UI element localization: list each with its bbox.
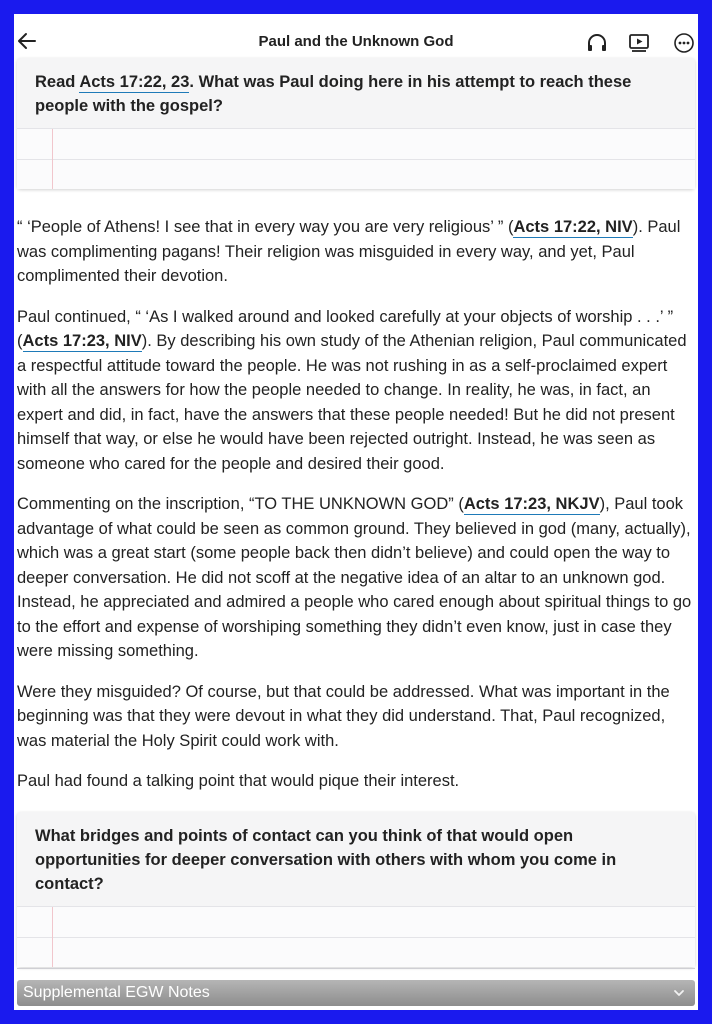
question-1-text xyxy=(17,58,695,128)
paragraph-3-text-b: ), Paul took advantage of what could be seen as common ground. They believed in god (many, actually), which was a great start (some people back then didn’t believe) and could open the way to deeper conversation. He did not scoff at the negative idea of an altar to an unknown god. Instead, he appreciated and admired a people who cared enough about spiritual things to go to the effort and expense of worshiping something they didn’t even know, just in case they were missing something. xyxy=(17,495,692,660)
lesson-body xyxy=(17,215,697,810)
question-1-body: . What was Paul doing here in his attempt to reach these people with the gospel? xyxy=(35,73,632,115)
paragraph-2 xyxy=(17,305,697,477)
scripture-link-acts-17-22-23[interactable]: Acts 17:22, 23 xyxy=(79,73,190,91)
app-frame xyxy=(14,14,698,1010)
ruled-line xyxy=(17,159,695,160)
ruled-line xyxy=(17,937,695,938)
answer-field-1[interactable] xyxy=(17,128,695,189)
paragraph-1 xyxy=(17,215,697,289)
paragraph-3-text-a: Commenting on the inscription, “TO THE UNKNOWN GOD” ( xyxy=(17,495,464,513)
margin-line xyxy=(52,907,53,967)
more-options-icon[interactable] xyxy=(673,32,695,54)
answer-field-2[interactable] xyxy=(17,906,695,967)
section-divider xyxy=(17,968,695,969)
page-title: Paul and the Unknown God xyxy=(258,33,454,50)
chevron-down-icon xyxy=(673,987,685,999)
supplemental-egw-notes-toggle[interactable] xyxy=(17,980,695,1006)
arrow-left-icon[interactable] xyxy=(16,30,38,52)
scripture-link-acts-17-22-niv[interactable]: Acts 17:22, NIV xyxy=(513,218,633,236)
question-2-text: What bridges and points of contact can you think of that would open opportunities for deeper conversation with others with whom you come in contact? xyxy=(35,827,617,893)
paragraph-1-text-a: “ ‘People of Athens! I see that in every way you are very religious’ ” ( xyxy=(17,218,514,236)
paragraph-1-text-b: ). Paul was complimenting pagans! Their religion was misguided in every way, and yet, Paul complimented their devotion. xyxy=(17,218,681,285)
paragraph-5: Paul had found a talking point that would pique their interest. xyxy=(17,772,460,790)
paragraph-2-text-b: ). By describing his own study of the Athenian religion, Paul communicated a respectful attitude toward the people. He was not rushing in as a self-proclaimed expert with all the answers for how the people needed to change. In reality, he was, in fact, an expert and did, in fact, have the answers that these people needed! But he did not present himself that way, or else he would have been rejected outright. Instead, he was seen as someone who cared for the people and desired their good. xyxy=(17,332,687,473)
headphones-icon[interactable] xyxy=(586,32,608,54)
egw-notes-label: Supplemental EGW Notes xyxy=(23,984,210,1001)
scripture-link-acts-17-23-nkjv[interactable]: Acts 17:23, NKJV xyxy=(463,495,600,513)
question-card-1 xyxy=(17,58,695,189)
scripture-link-acts-17-23-niv[interactable]: Acts 17:23, NIV xyxy=(22,332,142,350)
play-video-icon[interactable] xyxy=(628,32,650,54)
question-1-prefix: Read xyxy=(35,73,80,91)
paragraph-4: Were they misguided? Of course, but that could be addressed. What was important in the beginning was that they were devout in what they did understand. That, Paul recognized, was material the Holy Spirit could work with. xyxy=(17,682,670,750)
question-card-2 xyxy=(17,812,695,967)
paragraph-3 xyxy=(17,492,697,664)
margin-line xyxy=(52,129,53,189)
paragraph-2-text-a: Paul continued, “ ‘As I walked around and looked carefully at your objects of worship . . .’ ” ( xyxy=(17,307,674,350)
